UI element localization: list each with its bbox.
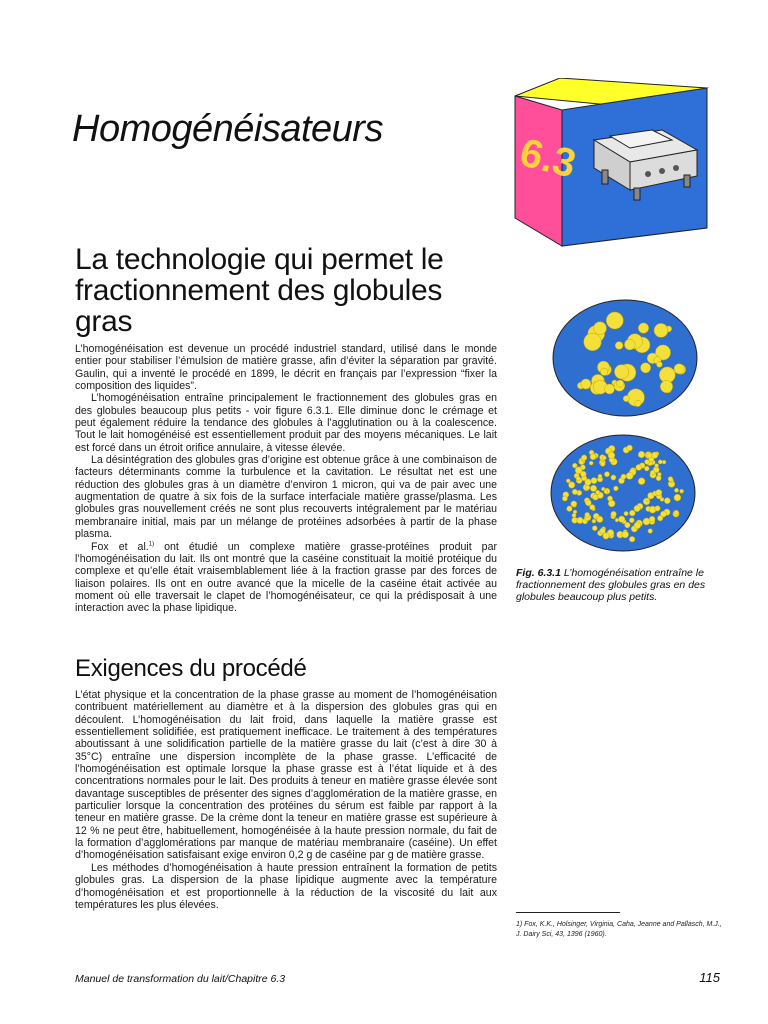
fat-globule xyxy=(571,501,577,507)
fat-globule xyxy=(621,474,626,479)
fat-globule xyxy=(668,477,673,482)
fat-globule xyxy=(580,471,586,477)
fat-globule xyxy=(592,519,596,523)
fat-globule xyxy=(585,512,590,517)
fat-globule xyxy=(660,511,666,517)
chapter-cube-illustration xyxy=(512,78,712,248)
fat-globule xyxy=(662,460,666,464)
fat-globule xyxy=(608,452,615,459)
fat-globule xyxy=(655,464,659,468)
fat-globule xyxy=(658,460,662,464)
section-heading-technology: La technologie qui permet le fractionnement des globules gras xyxy=(75,243,444,338)
fat-globule xyxy=(591,478,597,484)
fox-citation: Fox et al. xyxy=(91,540,149,553)
fat-globule xyxy=(562,496,567,501)
fat-globule xyxy=(622,531,629,538)
fat-globule xyxy=(626,472,633,479)
fat-globule xyxy=(615,342,623,350)
fat-globule xyxy=(577,517,583,523)
fat-globule xyxy=(608,500,615,507)
fat-globule xyxy=(645,460,650,465)
fat-globule xyxy=(576,476,580,480)
fat-globule xyxy=(585,479,591,485)
footnote-divider xyxy=(516,912,620,913)
section-heading-requirements: Exigences du procédé xyxy=(75,655,307,682)
fat-globule xyxy=(598,474,602,478)
fat-globule xyxy=(606,312,623,329)
fat-globule xyxy=(584,333,602,351)
fat-globule xyxy=(624,511,628,515)
fat-globule xyxy=(600,368,607,375)
fat-globule xyxy=(569,482,575,488)
fat-globule xyxy=(641,363,651,373)
fat-globule xyxy=(600,528,606,534)
fat-globule xyxy=(643,518,650,525)
section2-body xyxy=(75,689,497,911)
fat-globule xyxy=(623,396,629,402)
fat-globule xyxy=(614,365,628,379)
fat-globule xyxy=(615,518,619,522)
fat-globule xyxy=(611,475,616,480)
fat-globule xyxy=(638,451,645,458)
fox-text: ont étudié un complexe matière grasse-protéines produit par l’homogénéisation du lait. Ils ont montré que la caséine constituait la moitié protéique du complexe et qu’elle était vraisemblablement liée à la fraction grasse par des forces de liaison polaires. Ils ont en outre avancé que la micelle de la caséine était activée au moment où elle traversait le clapet de l’homogénéisateur, ce qui la prédisposait à une interaction avec la phase lipidique. xyxy=(75,540,497,615)
fat-globule xyxy=(573,510,577,514)
figure-caption xyxy=(516,567,721,603)
footnote: 1) Fox, K.K., Holsinger, Virginia, Caha, Jeanne and Pallasch, M.J., J. Dairy Sci, 43, 1396 (1960). xyxy=(516,921,722,938)
footer-manual-title: Manuel de transformation du lait/Chapitre 6.3 xyxy=(75,973,286,985)
fat-globule xyxy=(585,485,590,490)
footnote-ref: 1) xyxy=(148,540,155,547)
fat-globule xyxy=(648,529,653,534)
large-globules-image xyxy=(550,298,700,418)
paragraph: L’homogénéisation est devenue un procédé industriel standard, utilisé dans le monde entier pour stabiliser l’émulsion de matière grasse, afin d’éviter la séparation par gravité. Gaulin, qui a inventé le procédé en 1899, le décrit en français par l’expression “fixer la composition des liquides”. xyxy=(75,343,497,393)
fat-globule xyxy=(654,323,668,337)
fat-globule xyxy=(589,461,593,465)
fat-globule xyxy=(660,380,672,392)
fat-globule xyxy=(581,455,587,461)
fat-globule xyxy=(674,488,678,492)
paragraph: Les méthodes d’homogénéisation à haute pression entraînent la formation de petits globules gras. La dispersion de la phase lipidique augmente avec la température d’homogénéisation et est proportionnelle à la réduction de la viscosité du lait aux températures les plus élevées. xyxy=(75,861,497,911)
fat-globule xyxy=(656,490,662,496)
fat-globule xyxy=(614,486,619,491)
fat-globule xyxy=(638,323,648,333)
fat-globule xyxy=(674,364,684,374)
fat-globule xyxy=(567,506,573,512)
fat-globule xyxy=(619,516,625,522)
fat-globule xyxy=(629,518,634,523)
fat-globule xyxy=(590,454,596,460)
fat-globule xyxy=(572,463,577,468)
paragraph-fox xyxy=(75,541,497,615)
fat-globule xyxy=(634,522,641,529)
fat-globule xyxy=(644,466,649,471)
figure-caption-text: L’homogénéisation entraîne le fractionnement des globules gras en des globules beaucoup plus petits. xyxy=(516,567,706,603)
fat-globule xyxy=(655,506,660,511)
fat-globule xyxy=(590,485,596,491)
fat-globule xyxy=(674,494,681,501)
fat-globule xyxy=(579,460,584,465)
fat-globule xyxy=(611,511,617,517)
fat-globule xyxy=(594,322,607,335)
fat-globule xyxy=(600,462,605,467)
fat-globule xyxy=(629,536,635,542)
fat-globule xyxy=(650,470,655,475)
fat-globule xyxy=(647,453,652,458)
fat-globule xyxy=(629,510,635,516)
paragraph: La désintégration des globules gras d’origine est obtenue grâce à une combinaison de facteurs déterminants comme la turbulence et la cavitation. Le résultat net est une réduction des globules gras à un diamètre d’environ 1 micron, qui va de pair avec une augmentation de quatre à six fois de la surface interfaciale matière grasse/plasma. Les globules gras nouvellement créés ne sont plus recouverts intégralement par le matériau membranaire initial, mais par un mélange de protéines adsorbées à partir de la phase plasma. xyxy=(75,454,497,541)
cube-chapter-number: 6.3 xyxy=(515,130,581,187)
small-globules-image xyxy=(548,433,698,553)
fat-globule xyxy=(592,526,597,531)
fat-globule xyxy=(657,362,663,368)
section1-body xyxy=(75,343,497,615)
fat-globule xyxy=(585,500,591,506)
page-title: Homogénéisateurs xyxy=(72,108,383,150)
fat-globule xyxy=(581,379,591,389)
fat-globule xyxy=(604,472,609,477)
fat-globule xyxy=(602,456,606,460)
fat-globule xyxy=(597,516,603,522)
fat-globule xyxy=(636,464,642,470)
paragraph: L’état physique et la concentration de la phase grasse au moment de l’homogénéisation contribuent matériellement au diamètre et à la dispersion des globules gras qui en découlent. L’homogénéisation du lait froid, dans laquelle la matière grasse est essentiellement solidifiée, est pratiquement inefficace. Le traitement à des températures aboutissant à une solidification partielle de la matière grasse du lait (c’est à dire 30 à 35°C) entraîne une dispersion incomplète de la phase grasse. L’efficacité de l’homogénéisation est optimale lorsque la phase grasse est à l’état liquide et à des concentrations normales pour le lait. Des produits à teneur en matière grasse élevée sont davantage susceptibles de présenter des signes d’agglomération de la matière grasse, en particulier lorsque la concentration des protéines du sérum est faible par rapport à la teneur en matière grasse. De la crème dont la teneur en matière grasse est supérieure à 12 % ne peut être, habituellement, homogénéisée à la haute pression normale, du fait de la formation d’agglomérations par manque de matériau membranaire (caséine). Un effet d’homogénéisation satisfaisant exige environ 0,2 g de caséine par g de matière grasse. xyxy=(75,689,497,862)
fat-globule xyxy=(634,505,640,511)
fat-globule xyxy=(617,380,624,387)
fat-globule xyxy=(605,384,615,394)
figure-label: Fig. 6.3.1 xyxy=(516,567,561,579)
page-number: 115 xyxy=(699,970,720,985)
fat-globule xyxy=(624,339,635,350)
fat-globule xyxy=(656,476,661,481)
fat-globule xyxy=(627,445,633,451)
fat-globule xyxy=(635,400,641,406)
fat-globule xyxy=(638,478,645,485)
fat-globule xyxy=(604,490,608,494)
fat-globule xyxy=(572,489,577,494)
fat-globule xyxy=(680,489,684,493)
fat-globule xyxy=(674,510,679,515)
fat-globule xyxy=(596,490,600,494)
fat-globule xyxy=(664,498,670,504)
paragraph: L’homogénéisation entraîne principalement le fractionnement des globules gras en des globules beaucoup plus petits - voir figure 6.3.1. Elle diminue donc le crémage et peut également réduire la tendance des globules à l’agglutination ou à la coalescence. Tout le lait homogénéisé est essentiellement produit par des moyens mécaniques. Le lait est forcé dans un étroit orifice annulaire, à vitesse élevée. xyxy=(75,392,497,454)
